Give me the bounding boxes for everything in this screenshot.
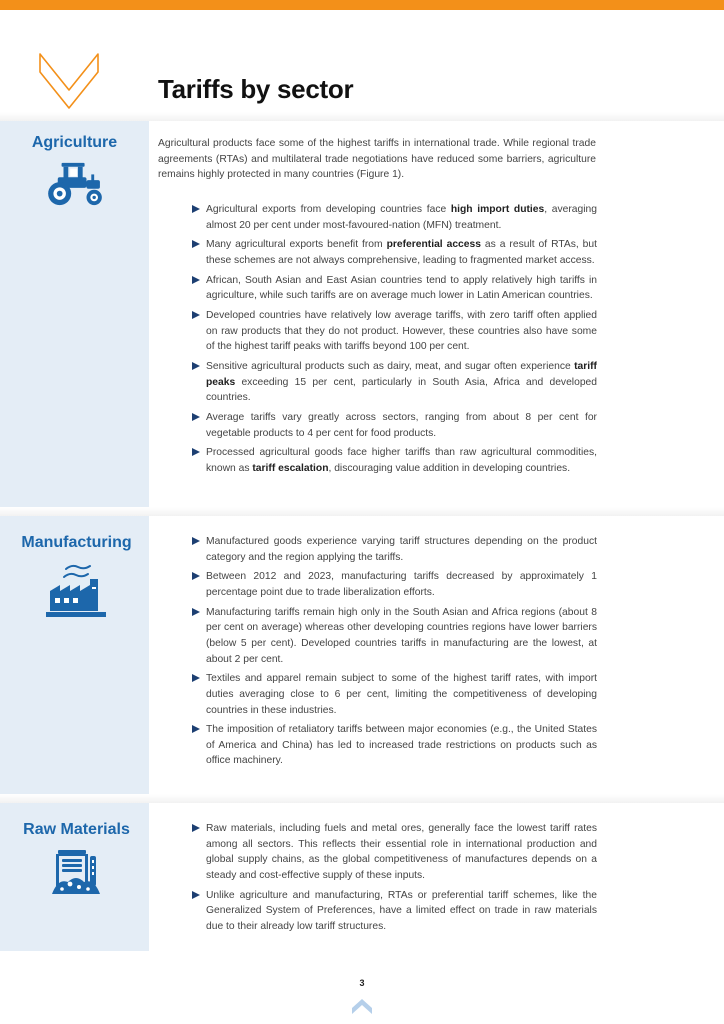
chevron-logo-icon [38, 52, 100, 110]
manufacturing-section [0, 516, 724, 794]
list-item: The imposition of retaliatory tariffs between major economies (e.g., the United States of America and China) has led to increased trade restrictions on products such as office machinery. [192, 722, 597, 769]
raw-materials-icon [52, 848, 100, 896]
list-item: Manufacturing tariffs remain high only in the South Asian and Africa regions (about 8 per cent on average) whereas other developing countries regions have lower barriers (below 5 per cent). Developed countries tariffs in manufacturing are the lowest, at about 2 per cent. [192, 605, 597, 667]
list-item: Textiles and apparel remain subject to some of the highest tariff rates, with import duties averaging close to 6 per cent, limiting the competitiveness of developing countries in these industries. [192, 671, 597, 718]
list-item: Many agricultural exports benefit from preferential access as a result of RTAs, but these schemes are not always comprehensive, leading to fragmented market access. [192, 237, 597, 268]
tractor-icon [44, 161, 106, 207]
raw-materials-section [0, 803, 724, 951]
list-item: Processed agricultural goods face higher tariffs than raw agricultural commodities, known as tariff escalation, discouraging value addition in developing countries. [192, 445, 597, 476]
list-item: Raw materials, including fuels and metal ores, generally face the lowest tariff rates among all sectors. This reflects their essential role in international production and global supply chains, as the global competitiveness of manufactures depends on a steady and cost-effective supply of these inputs. [192, 821, 597, 883]
list-item: Manufactured goods experience varying tariff structures depending on the product category and the region applying the tariffs. [192, 534, 597, 565]
raw-materials-bullet-list [192, 821, 597, 939]
list-item: Sensitive agricultural products such as dairy, meat, and sugar often experience tariff peaks exceeding 15 per cent, particularly in South Asia, Africa and developed countries. [192, 359, 597, 406]
list-item: African, South Asian and East Asian countries tend to apply relatively high tariffs in agriculture, while such tariffs are on average much lower in Latin American countries. [192, 273, 597, 304]
raw-materials-heading: Raw Materials [23, 821, 130, 838]
page-title: Tariffs by sector [158, 74, 354, 104]
chevron-up-icon[interactable] [350, 996, 374, 1016]
factory-icon [46, 563, 106, 619]
list-item: Agricultural exports from developing countries face high import duties, averaging almost 20 per cent under most-favoured-nation (MFN) treatment. [192, 202, 597, 233]
page-number: 3 [359, 978, 365, 988]
manufacturing-bullet-list [192, 534, 597, 773]
manufacturing-heading: Manufacturing [21, 534, 132, 551]
list-item: Developed countries have relatively low average tariffs, with zero tariff often applied on raw products that they do not product. However, these countries also have some of the highest tariff peaks with tariffs beyond 100 per cent. [192, 308, 597, 355]
agriculture-intro: Agricultural products face some of the highest tariffs in international trade. While regional trade agreements (RTAs) and multilateral trade negotiations have reduced some barriers, agriculture remains highly protected in many countries (Figure 1). [158, 138, 596, 181]
list-item: Unlike agriculture and manufacturing, RTAs or preferential tariff schemes, like the Generalized System of Preferences, have a limited effect on trade in raw materials due to their already low tariff structures. [192, 888, 597, 935]
agriculture-heading: Agriculture [31, 134, 118, 151]
agriculture-section [0, 121, 724, 507]
agriculture-bullet-list [192, 202, 597, 481]
top-accent-bar [0, 0, 724, 10]
list-item: Average tariffs vary greatly across sectors, ranging from about 8 per cent for vegetable products to 4 per cent for food products. [192, 410, 597, 441]
list-item: Between 2012 and 2023, manufacturing tariffs decreased by approximately 1 percentage point due to trade liberalization efforts. [192, 569, 597, 600]
